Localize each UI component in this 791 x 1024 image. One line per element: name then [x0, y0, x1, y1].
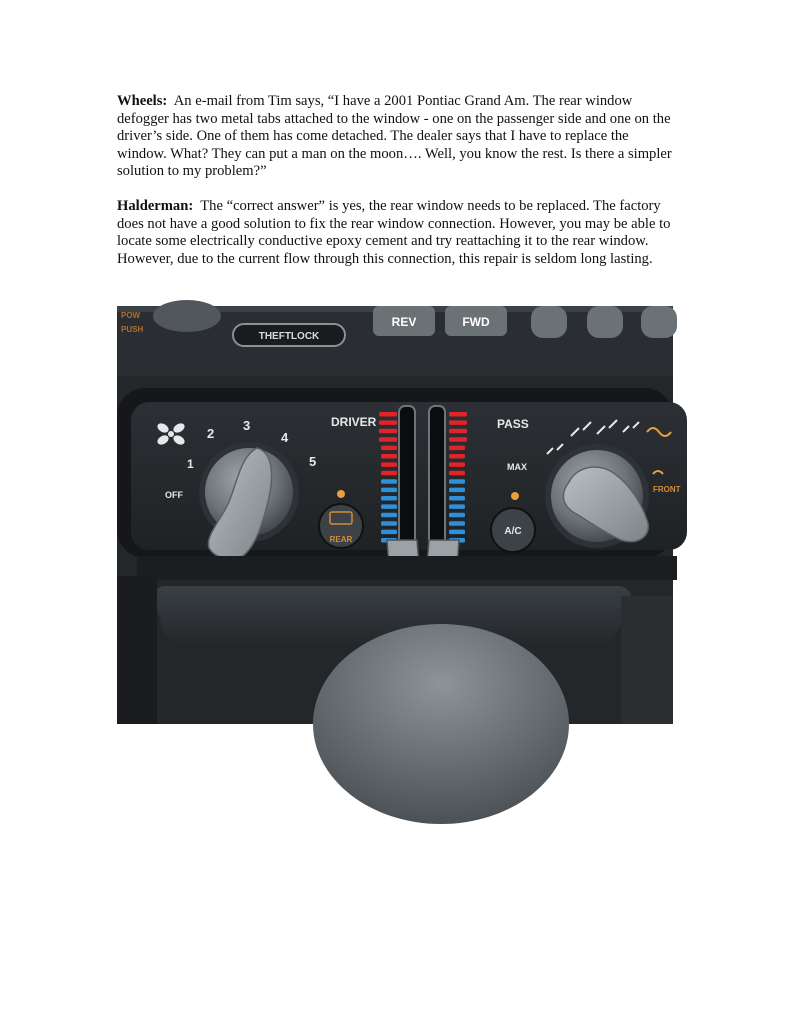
temp-scale-segment: [449, 437, 467, 442]
temp-scale-segment: [449, 530, 465, 535]
fwd-label: FWD: [462, 315, 490, 329]
max-label: MAX: [507, 462, 527, 472]
temp-scale-segment: [449, 420, 467, 425]
question-label: Wheels:: [117, 93, 168, 109]
rev-label: REV: [391, 315, 417, 329]
temp-scale-segment: [449, 429, 467, 434]
pass-temp-track: [429, 406, 445, 554]
fan-speed-3: 3: [243, 418, 251, 433]
temp-scale-segment: [381, 446, 397, 451]
front-label: FRONT: [653, 485, 681, 494]
temp-scale-segment: [449, 446, 465, 451]
answer-text: The “correct answer” is yes, the rear window needs to be replaced. The factory does not have a good solution to fix the rear window connection. However, you may be able to locate some electrically conductive epoxy cement and try reattaching it to the rear window. However, due to the current flow through this connection, this repair is seldom long lasting.: [117, 198, 671, 267]
fan-speed-2: 2: [207, 426, 215, 441]
temp-scale-segment: [381, 504, 397, 509]
answer-label: Halderman:: [117, 198, 194, 214]
hvac-photo-illustration: [117, 306, 681, 724]
fan-speed-5: 5: [309, 454, 317, 469]
preset-button-2: [587, 306, 623, 338]
ac-label: A/C: [504, 526, 522, 537]
temp-scale-segment: [449, 471, 465, 476]
temp-scale-segment: [449, 462, 465, 467]
temp-scale-segment: [449, 504, 465, 509]
power-label: POW: [121, 311, 141, 320]
temp-scale-segment: [381, 462, 397, 467]
temp-scale-segment: [449, 488, 465, 493]
preset-button-3: [641, 306, 677, 338]
hvac-control-photo: [117, 306, 681, 724]
temp-scale-segment: [449, 521, 465, 526]
temp-scale-segment: [381, 521, 397, 526]
fan-speed-4: 4: [281, 430, 289, 445]
push-label: PUSH: [121, 325, 144, 334]
mode-knob: [545, 444, 649, 548]
temp-scale-segment: [379, 437, 397, 442]
question-paragraph: [117, 93, 677, 181]
fan-speed-1: 1: [187, 457, 194, 471]
driver-temp-track: [399, 406, 415, 554]
preset-button-1: [531, 306, 567, 338]
temp-scale-segment: [379, 412, 397, 417]
temp-scale-segment: [381, 530, 397, 535]
temp-scale-segment: [449, 496, 465, 501]
theftlock-label: THEFTLOCK: [258, 331, 320, 342]
temp-scale-segment: [449, 479, 465, 484]
temp-scale-segment: [381, 471, 397, 476]
pass-label: PASS: [497, 417, 529, 431]
fan-off-label: OFF: [165, 490, 183, 500]
gear-shift-knob: [313, 624, 569, 824]
driver-label: DRIVER: [331, 415, 377, 429]
temp-scale-segment: [379, 429, 397, 434]
temp-scale-segment: [379, 420, 397, 425]
radio-knob: [153, 300, 221, 332]
temp-scale-segment: [381, 479, 397, 484]
temp-scale-segment: [381, 513, 397, 518]
temp-scale-segment: [449, 454, 465, 459]
temp-scale-segment: [381, 496, 397, 501]
temp-scale-segment: [381, 454, 397, 459]
rear-label: REAR: [329, 535, 353, 544]
temp-scale-segment: [449, 513, 465, 518]
temp-scale-segment: [449, 412, 467, 417]
answer-paragraph: [117, 198, 677, 268]
question-text: An e-mail from Tim says, “I have a 2001 Pontiac Grand Am. The rear window defogger has two metal tabs attached to the window - one on the passenger side and one on the driver’s side. One of them has come detached. The dealer says that I have to replace the window. What? They can put a man on the moon…. Well, you know the rest. Is there a simpler solution to my problem?”: [117, 93, 672, 180]
temp-scale-segment: [381, 488, 397, 493]
